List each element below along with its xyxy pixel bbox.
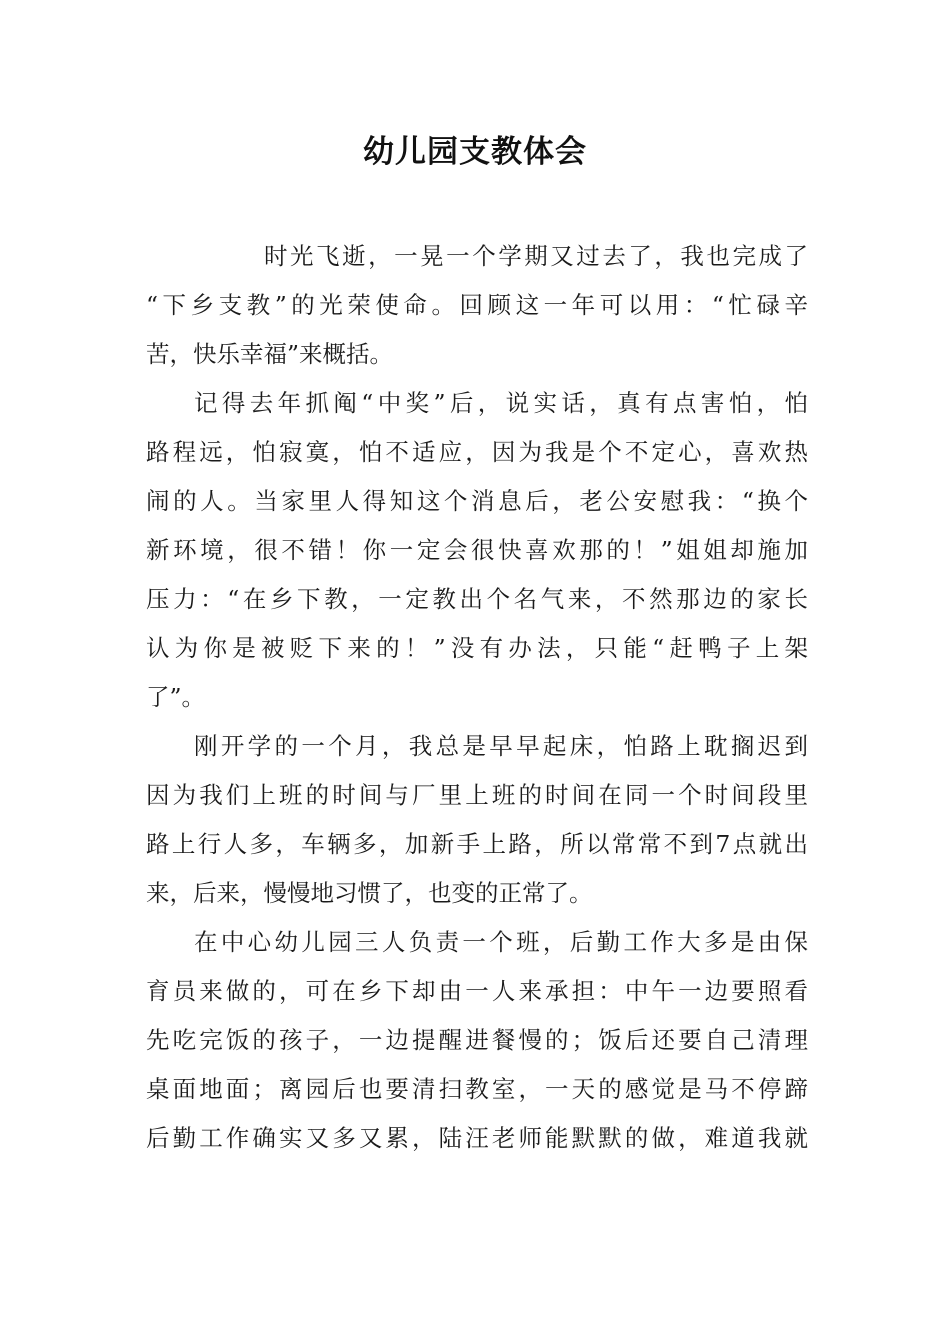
text-line: 记得去年抓阄“中奖”后，说实话，真有点害怕，怕 (194, 389, 808, 417)
text-line: 压力：“在乡下教，一定教出个名气来，不然那边的家长 (146, 585, 808, 613)
document-title: 幼儿园支教体会 (363, 134, 587, 170)
text-line: 来，后来，慢慢地习惯了，也变的正常了。 (146, 879, 593, 907)
text-line: “下乡支教”的光荣使命。回顾这一年可以用：“忙碌辛 (146, 291, 808, 319)
text-line: 闹的人。当家里人得知这个消息后，老公安慰我：“换个 (146, 487, 808, 515)
text-line: 时光飞逝，一晃一个学期又过去了，我也完成了 (264, 242, 808, 270)
text-line: 后勤工作确实又多又累，陆汪老师能默默的做，难道我就 (146, 1124, 808, 1152)
text-line: 路程远，怕寂寞，怕不适应，因为我是个不定心，喜欢热 (146, 438, 808, 466)
text-line: 了”。 (146, 683, 206, 711)
text-line: 新环境，很不错！你一定会很快喜欢那的！”姐姐却施加 (146, 536, 808, 564)
text-line: 先吃完饭的孩子，一边提醒进餐慢的；饭后还要自己清理 (146, 1026, 808, 1054)
text-line: 因为我们上班的时间与厂里上班的时间在同一个时间段里 (146, 781, 808, 809)
text-line: 育员来做的，可在乡下却由一人来承担：中午一边要照看 (146, 977, 808, 1005)
text-line: 苦，快乐幸福”来概括。 (146, 340, 394, 368)
text-line: 路上行人多，车辆多，加新手上路，所以常常不到7点就出 (146, 830, 808, 858)
text-line: 在中心幼儿园三人负责一个班，后勤工作大多是由保 (194, 928, 808, 956)
text-line: 认为你是被贬下来的！”没有办法，只能“赶鸭子上架 (146, 634, 808, 662)
document-body (146, 232, 808, 1163)
text-line: 刚开学的一个月，我总是早早起床，怕路上耽搁迟到 (194, 732, 808, 760)
text-line: 桌面地面；离园后也要清扫教室，一天的感觉是马不停蹄 (146, 1075, 808, 1103)
